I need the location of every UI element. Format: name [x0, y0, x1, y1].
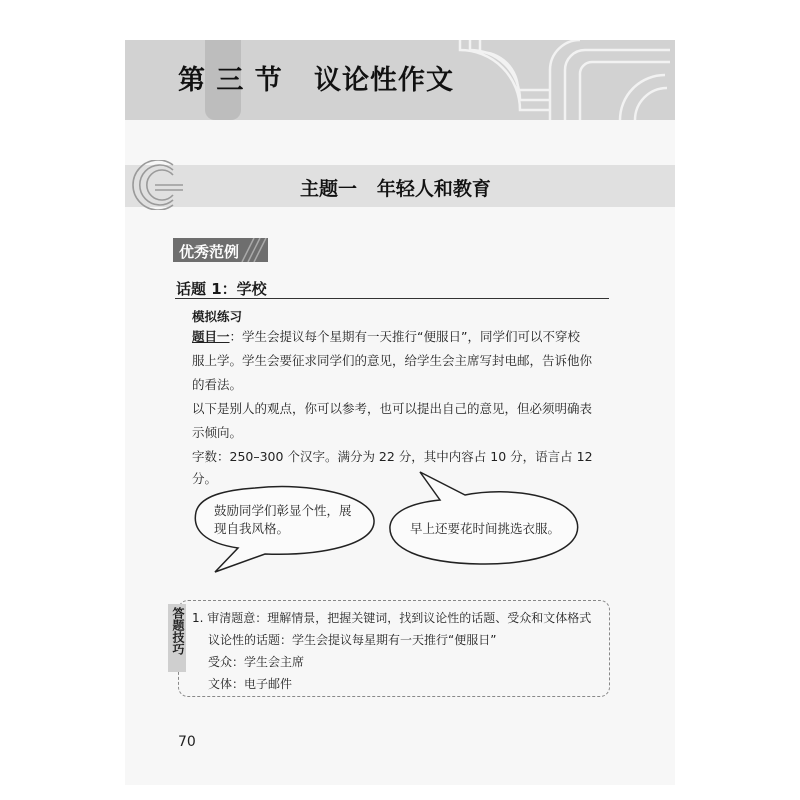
- section-title: 第 三 节 议论性作文: [178, 65, 454, 96]
- word-count: 字数：250–300 个汉字。满分为 22 分，其中内容占 10 分，语言占 12 分。: [192, 449, 593, 486]
- page-number: 70: [178, 734, 196, 750]
- left-bubble-line-2: 现自我风格。: [214, 521, 290, 536]
- practice-title: 模拟练习: [192, 309, 243, 324]
- others-line-2: 示倾向。: [192, 425, 243, 440]
- tip-style: 文体：电子邮件: [208, 677, 293, 691]
- question-line-3: 的看法。: [192, 377, 243, 392]
- question-text-1: ：学生会提议每个星期有一天推行“便服日”，同学们可以不穿校: [229, 329, 580, 344]
- tip-topic: 议论性的话题：学生会提议每星期有一天推行“便服日”: [208, 633, 497, 647]
- others-line-1: 以下是别人的观点，你可以参考，也可以提出自己的意见，但必须明确表: [192, 401, 593, 416]
- question-line-2: 服上学。学生会要征求同学们的意见，给学生会主席写封电邮，告诉他你: [192, 353, 593, 368]
- tip-item-1: 1. 审清题意：理解情景，把握关键词，找到议论性的话题、受众和文体格式: [192, 611, 592, 625]
- right-bubble-text: 早上还要花时间挑选衣服。: [410, 521, 561, 536]
- question-label: 题目一: [192, 329, 230, 344]
- left-bubble-line-1: 鼓励同学们彰显个性，展: [214, 503, 352, 518]
- tip-audience: 受众：学生会主席: [208, 655, 305, 669]
- topic-title: 主题一 年轻人和教育: [300, 178, 491, 200]
- topic-heading: 话题 1：学校: [176, 280, 267, 298]
- example-label: 优秀范例: [179, 243, 240, 261]
- tips-tab-label: 答题技巧: [171, 607, 185, 655]
